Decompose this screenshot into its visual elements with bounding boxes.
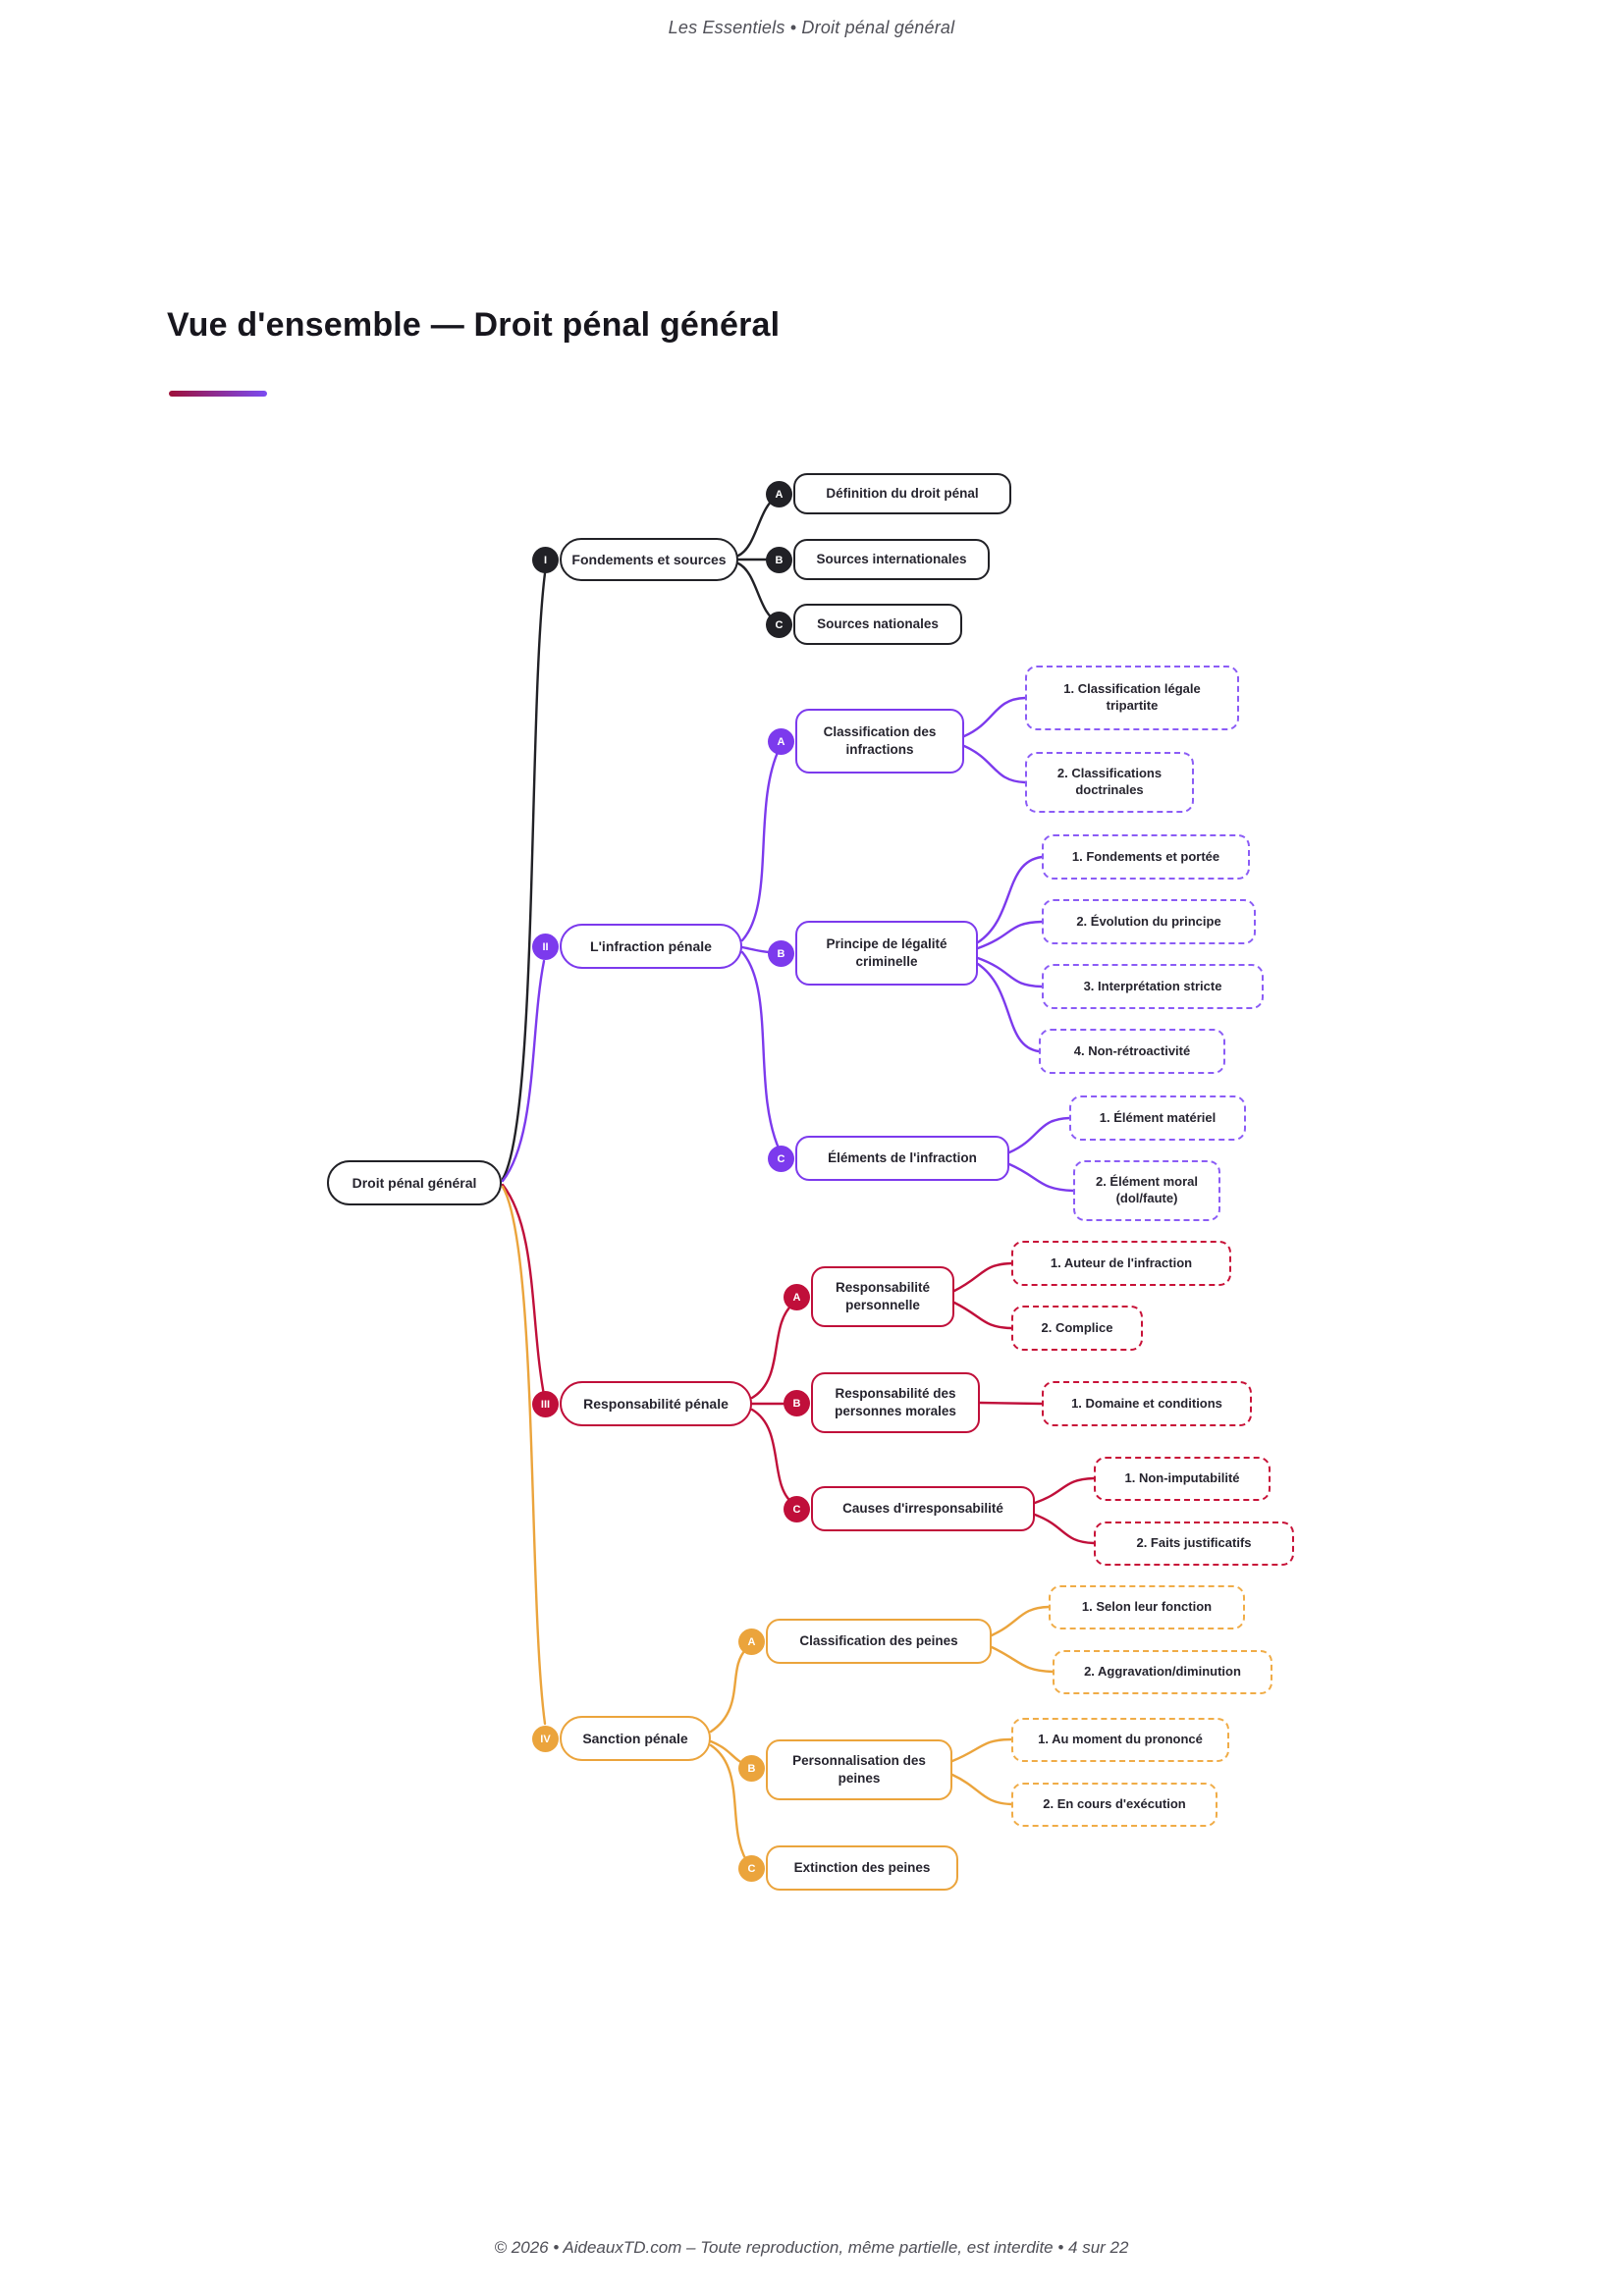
child-letter-II-A: A [768,728,794,755]
connector-IV-A-2 [992,1647,1053,1672]
page-title: Vue d'ensemble — Droit pénal général [167,306,781,344]
child-node-IV-C: Extinction des peines [766,1845,958,1891]
connector-root-IV [503,1187,545,1724]
connector-III-C-1 [1035,1478,1094,1503]
child-letter-IV-B: B [738,1755,765,1782]
leaf-node-III-A-2: 2. Complice [1011,1306,1143,1351]
leaf-node-III-B-1: 1. Domaine et conditions [1042,1381,1252,1426]
child-letter-II-B: B [768,940,794,967]
child-node-I-C: Sources nationales [793,604,962,645]
connector-III-C-2 [1035,1515,1094,1543]
page-footer: © 2026 • AideauxTD.com – Toute reproduction, même partielle, est interdite • 4 sur 22 [494,2238,1129,2257]
connector-III-C [752,1410,793,1504]
connector-root-I [503,573,545,1179]
leaf-node-IV-B-1: 1. Au moment du prononcé [1011,1718,1229,1762]
child-node-II-C: Éléments de l'infraction [795,1136,1009,1181]
child-node-IV-A: Classification des peines [766,1619,992,1664]
root-node: Droit pénal général [327,1160,502,1205]
leaf-node-IV-A-2: 2. Aggravation/diminution [1053,1650,1272,1694]
connector-IV-B-1 [952,1739,1011,1761]
connector-II-A-1 [964,698,1025,736]
connector-II-A-2 [964,746,1025,782]
child-letter-II-C: C [768,1146,794,1172]
leaf-node-II-B-1: 1. Fondements et portée [1042,834,1250,880]
child-node-I-B: Sources internationales [793,539,990,580]
child-node-III-B: Responsabilité des personnes morales [811,1372,980,1433]
child-letter-III-A: A [784,1284,810,1310]
leaf-node-II-A-1: 1. Classification légale tripartite [1025,666,1239,730]
branch-node-IV: Sanction pénale [560,1716,711,1761]
branch-node-III: Responsabilité pénale [560,1381,752,1426]
branch-numeral-I: I [532,547,559,573]
connector-II-C-1 [1009,1118,1069,1152]
child-letter-I-A: A [766,481,792,507]
leaf-node-II-C-1: 1. Élément matériel [1069,1095,1246,1141]
leaf-node-IV-B-2: 2. En cours d'exécution [1011,1783,1217,1827]
leaf-node-II-C-2: 2. Élément moral (dol/faute) [1073,1160,1220,1221]
connector-IV-B-2 [952,1775,1011,1804]
leaf-node-III-C-2: 2. Faits justificatifs [1094,1522,1294,1566]
child-letter-I-B: B [766,547,792,573]
branch-node-II: L'infraction pénale [560,924,742,969]
leaf-node-II-B-2: 2. Évolution du principe [1042,899,1256,944]
branch-numeral-IV: IV [532,1726,559,1752]
child-node-II-B: Principe de légalité criminelle [795,921,978,986]
leaf-node-IV-A-1: 1. Selon leur fonction [1049,1585,1245,1629]
leaf-node-II-B-3: 3. Interprétation stricte [1042,964,1264,1009]
leaf-node-III-A-1: 1. Auteur de l'infraction [1011,1241,1231,1286]
child-letter-III-B: B [784,1390,810,1416]
child-letter-I-C: C [766,612,792,638]
child-node-III-C: Causes d'irresponsabilité [811,1486,1035,1531]
connector-III-B-1 [980,1403,1042,1404]
connector-II-B-4 [978,964,1039,1051]
leaf-node-II-A-2: 2. Classifications doctrinales [1025,752,1194,813]
connector-IV-A [711,1649,746,1732]
child-letter-IV-C: C [738,1855,765,1882]
child-node-III-A: Responsabilité personnelle [811,1266,954,1327]
child-node-I-A: Définition du droit pénal [793,473,1011,514]
child-node-IV-B: Personnalisation des peines [766,1739,952,1800]
connector-III-A [752,1304,793,1398]
child-letter-III-C: C [784,1496,810,1522]
connector-II-A [742,748,780,940]
leaf-node-III-C-1: 1. Non-imputabilité [1094,1457,1271,1501]
child-letter-IV-A: A [738,1629,765,1655]
connector-II-B-1 [978,857,1042,942]
connector-IV-A-1 [992,1607,1049,1635]
page-header: Les Essentiels • Droit pénal général [668,18,955,37]
branch-numeral-III: III [532,1391,559,1417]
child-node-II-A: Classification des infractions [795,709,964,774]
connector-III-A-2 [954,1303,1011,1328]
branch-numeral-II: II [532,934,559,960]
branch-node-I: Fondements et sources [560,538,738,581]
leaf-node-II-B-4: 4. Non-rétroactivité [1039,1029,1225,1074]
connector-II-C-2 [1009,1164,1073,1191]
connector-II-C [742,952,780,1150]
connector-III-A-1 [954,1263,1011,1291]
